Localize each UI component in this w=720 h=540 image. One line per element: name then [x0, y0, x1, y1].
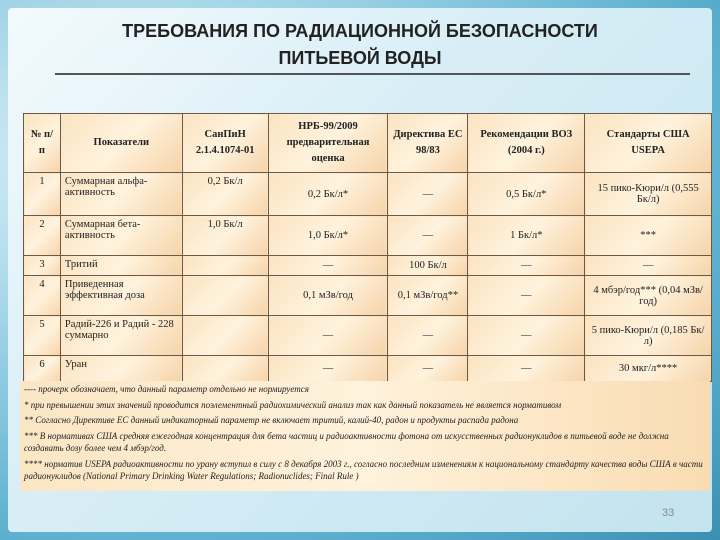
table-cell: Суммарная альфа-активность	[60, 173, 182, 216]
table-cell: —	[388, 173, 468, 216]
table-cell: 4 мбэр/год*** (0,04 мЗв/год)	[585, 276, 712, 316]
header-cell: Рекомендации ВОЗ (2004 г.)	[468, 114, 585, 173]
table-cell: 0,1 мЗв/год**	[388, 276, 468, 316]
table-cell: 30 мкг/л****	[585, 356, 712, 382]
table-cell: 1	[24, 173, 61, 216]
table-cell: 0,1 мЗв/год	[268, 276, 388, 316]
table-cell: —	[388, 216, 468, 256]
table-cell: —	[468, 276, 585, 316]
table-cell: 0,5 Бк/л*	[468, 173, 585, 216]
slide-title	[40, 18, 680, 72]
table-cell: 4	[24, 276, 61, 316]
title-line-1: ТРЕБОВАНИЯ ПО РАДИАЦИОННОЙ БЕЗОПАСНОСТИ	[122, 21, 598, 41]
table-cell: 5 пико-Кюри/л (0,185 Бк/л)	[585, 316, 712, 356]
table-cell: —	[468, 356, 585, 382]
footnote: *** В нормативах США средняя ежегодная концентрация для бета частиц и радиоактивности фотона от искусственных радионуклидов в питьевой воде не должна создавать дозу более чем 4 мбэр/год.	[24, 430, 669, 453]
table-cell: —	[585, 256, 712, 276]
table-cell: —	[388, 356, 468, 382]
table-cell: 6	[24, 356, 61, 382]
table-cell: Радий-226 и Радий - 228 суммарно	[60, 316, 182, 356]
table-row	[24, 216, 712, 256]
header-cell: № п/п	[24, 114, 61, 173]
table-cell: 0,2 Бк/л*	[268, 173, 388, 216]
table-cell: —	[468, 256, 585, 276]
page-number: 33	[662, 507, 675, 519]
table-cell	[182, 256, 268, 276]
footnote: ---- прочерк обозначает, что данный параметр отдельно не нормируется	[24, 384, 309, 394]
table-cell: 1,0 Бк/л	[182, 216, 268, 256]
table-cell	[182, 276, 268, 316]
table-cell	[182, 316, 268, 356]
table-cell: Тритий	[60, 256, 182, 276]
table-row	[24, 173, 712, 216]
table-cell: —	[268, 256, 388, 276]
radiation-standards-table	[23, 113, 712, 382]
header-cell: Показатели	[60, 114, 182, 173]
table-row	[24, 256, 712, 276]
footnotes	[20, 381, 710, 491]
table-cell: 5	[24, 316, 61, 356]
table-cell: —	[388, 316, 468, 356]
table-cell: 1,0 Бк/л*	[268, 216, 388, 256]
table-cell: 100 Бк/л	[388, 256, 468, 276]
title-line-2: ПИТЬЕВОЙ ВОДЫ	[278, 48, 442, 68]
table-cell: Суммарная бета-активность	[60, 216, 182, 256]
table-row	[24, 356, 712, 382]
table-row	[24, 276, 712, 316]
table-cell: 2	[24, 216, 61, 256]
header-cell: Стандарты США USEPA	[585, 114, 712, 173]
header-cell: Директива ЕС 98/83	[388, 114, 468, 173]
table-cell: Приведенная эффективная доза	[60, 276, 182, 316]
table-row	[24, 316, 712, 356]
table-cell: 3	[24, 256, 61, 276]
table-cell: —	[268, 316, 388, 356]
table-cell: 15 пико-Кюри/л (0,555 Бк/л)	[585, 173, 712, 216]
table-cell: 0,2 Бк/л	[182, 173, 268, 216]
table-cell: Уран	[60, 356, 182, 382]
table-cell: 1 Бк/л*	[468, 216, 585, 256]
table-cell: —	[268, 356, 388, 382]
title-underline	[55, 73, 690, 75]
header-cell: НРБ-99/2009 предварительная оценка	[268, 114, 388, 173]
table-cell	[182, 356, 268, 382]
footnote: * при превышении этих значений проводится поэлементный радиохимический анализ так как данный показатель не является нормативом	[24, 399, 562, 410]
header-cell: СанПиН 2.1.4.1074-01	[182, 114, 268, 173]
footnote: **** норматив USEPA радиоактивности по урану вступил в силу с 8 декабря 2003 г., согласно последним изменениям к национальному стандарту качества воды США в части радионуклидов (National Primary Drinking Water Regulations; Radionuclides; Final Rule )	[24, 458, 703, 481]
header-row	[24, 114, 712, 173]
table-cell: ***	[585, 216, 712, 256]
footnote: ** Согласно Директиве ЕС данный индикаторный параметр не включает тритий, калий-40, радон и продукты распада радона	[24, 415, 519, 425]
table-cell: —	[468, 316, 585, 356]
